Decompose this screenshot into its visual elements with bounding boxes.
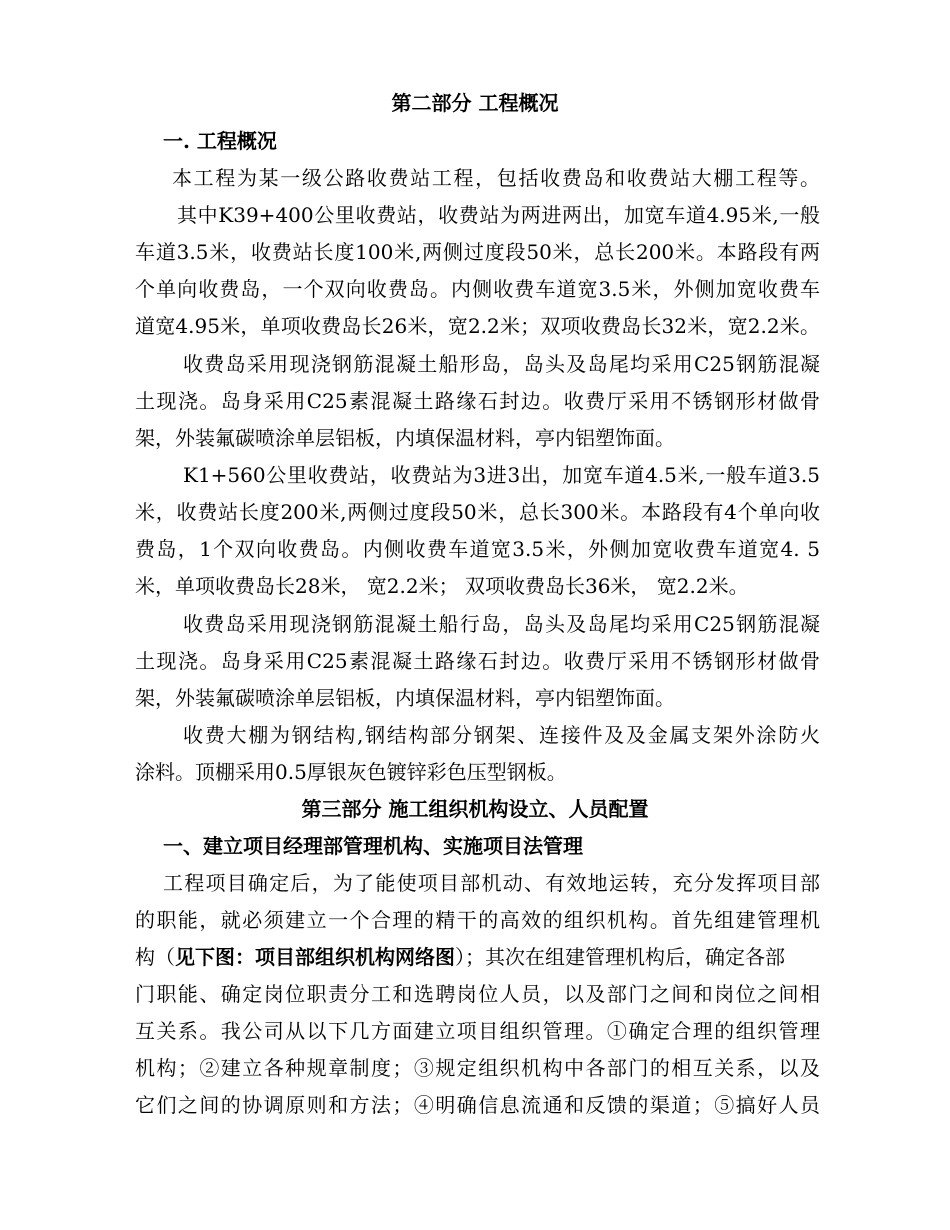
part2-para2-line2: 车道3.5米，收费站长度100米,两侧过度段50米，总长200米。本路段有两 — [135, 240, 820, 264]
part2-para6-line2: 涂料。顶棚采用0.5厚银灰色镀锌彩色压型钢板。 — [135, 760, 567, 784]
part2-para4-line1: K1+560公里收费站，收费站为3进3出，加宽车道4.5米,一般车道3.5 — [183, 463, 820, 487]
part2-title: 第二部分 工程概况 — [391, 91, 559, 115]
part2-para2-line4: 道宽4.95米，单项收费岛长26米，宽2.2米；双项收费岛长32米，宽2.2米。 — [135, 314, 820, 338]
line3-prefix: 构（ — [135, 945, 175, 969]
part2-para6-line1: 收费大棚为钢结构,钢结构部分钢架、连接件及及金属支架外涂防火 — [183, 723, 820, 747]
part2-para3-line1: 收费岛采用现浇钢筋混凝土船形岛，岛头及岛尾均采用C25钢筋混凝 — [183, 352, 820, 376]
part2-para2-line1: 其中K39+400公里收费站，收费站为两进两出，加宽车道4.95米,一般 — [177, 203, 820, 227]
part2-para4-line3: 费岛，1个双向收费岛。内侧收费车道宽3.5米，外侧加宽收费车道宽4. 5 — [135, 537, 820, 561]
part2-para2-line3: 个单向收费岛，一个双向收费岛。内侧收费车道宽3.5米，外侧加宽收费车 — [135, 277, 820, 301]
part2-section1-heading: 一. 工程概况 — [163, 129, 277, 153]
part3-para1-line2: 的职能，就必须建立一个合理的精干的高效的组织机构。首先组建管理机 — [135, 908, 820, 932]
part3-title: 第三部分 施工组织机构设立、人员配置 — [301, 797, 649, 821]
part2-para1: 本工程为某一级公路收费站工程，包括收费岛和收费站大棚工程等。 — [172, 166, 820, 190]
line3-suffix: ）；其次在组建管理机构后，确定各部 — [455, 945, 785, 969]
part3-section1-heading: 一、建立项目经理部管理机构、实施项目法管理 — [163, 834, 583, 858]
part2-para4-line2: 米，收费站长度200米,两侧过度段50米，总长300米。本路段有4个单向收 — [135, 500, 820, 524]
part2-para5-line3: 架，外装氟碳喷涂单层铝板，内填保温材料，亭内铝塑饰面。 — [135, 686, 675, 710]
part3-para1-line1: 工程项目确定后，为了能使项目部机动、有效地运转，充分发挥项目部 — [163, 871, 820, 895]
part3-para1-line4: 门职能、确定岗位职责分工和选聘岗位人员，以及部门之间和岗位之间相 — [135, 982, 820, 1006]
part2-para4-line4: 米，单项收费岛长28米， 宽2.2米； 双项收费岛长36米， 宽2.2米。 — [135, 574, 749, 598]
part2-para5-line1: 收费岛采用现浇钢筋混凝土船行岛，岛头及岛尾均采用C25钢筋混凝 — [183, 612, 820, 636]
part2-para3-line3: 架，外装氟碳喷涂单层铝板，内填保温材料，亭内铝塑饰面。 — [135, 426, 675, 450]
part3-para1-line5: 互关系。我公司从以下几方面建立项目组织管理。①确定合理的组织管理 — [135, 1019, 820, 1043]
part3-para1-line3 — [135, 940, 820, 974]
part3-para1-line6: 机构；②建立各种规章制度；③规定组织机构中各部门的相互关系，以及 — [135, 1056, 820, 1080]
org-chart-reference: 见下图：项目部组织机构网络图 — [175, 945, 455, 969]
part3-para1-line7: 它们之间的协调原则和方法；④明确信息流通和反馈的渠道；⑤搞好人员 — [135, 1093, 820, 1117]
part2-para5-line2: 土现浇。岛身采用C25素混凝土路缘石封边。收费厅采用不锈钢形材做骨 — [135, 649, 820, 673]
part2-para3-line2: 土现浇。岛身采用C25素混凝土路缘石封边。收费厅采用不锈钢形材做骨 — [135, 389, 820, 413]
